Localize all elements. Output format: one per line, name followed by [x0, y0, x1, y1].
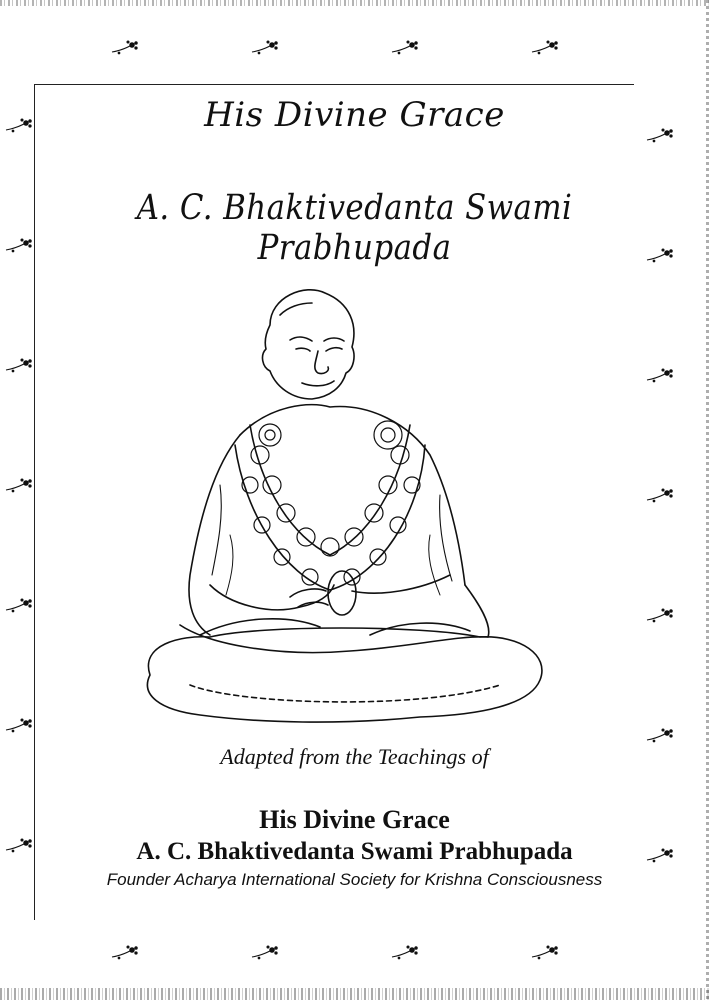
flower-sprig-icon	[645, 728, 675, 744]
author-title-line-1: His Divine Grace	[259, 805, 450, 834]
flower-sprig-icon	[4, 598, 34, 614]
seated-portrait-illustration	[120, 285, 560, 735]
flower-sprig-icon	[645, 128, 675, 144]
flower-sprig-icon	[4, 118, 34, 134]
flower-sprig-icon	[390, 945, 420, 961]
flower-sprig-icon	[4, 358, 34, 374]
flower-sprig-icon	[530, 945, 560, 961]
flower-sprig-icon	[645, 608, 675, 624]
flower-sprig-icon	[645, 488, 675, 504]
frame-line-top	[34, 84, 634, 85]
flower-sprig-icon	[4, 838, 34, 854]
flower-sprig-icon	[4, 718, 34, 734]
scan-edge-bottom	[0, 988, 709, 1000]
flower-sprig-icon	[110, 945, 140, 961]
author-title-line-2: A. C. Bhaktivedanta Swami Prabhupada	[136, 838, 573, 865]
flower-sprig-icon	[645, 368, 675, 384]
flower-sprig-icon	[110, 40, 140, 56]
flower-sprig-icon	[645, 248, 675, 264]
frame-line-left	[34, 84, 35, 920]
founder-line: Founder Acharya International Society for Krishna Consciousness	[106, 870, 603, 889]
flower-sprig-icon	[530, 40, 560, 56]
script-title-line-1: His Divine Grace	[204, 95, 505, 135]
scan-edge-top	[0, 0, 709, 6]
flower-sprig-icon	[4, 238, 34, 254]
script-title-line-2: A. C. Bhaktivedanta Swami Prabhupada	[136, 188, 573, 268]
flower-sprig-icon	[645, 848, 675, 864]
adapted-from-line: Adapted from the Teachings of	[220, 744, 489, 769]
flower-sprig-icon	[250, 40, 280, 56]
flower-sprig-icon	[4, 478, 34, 494]
flower-sprig-icon	[250, 945, 280, 961]
flower-sprig-icon	[390, 40, 420, 56]
